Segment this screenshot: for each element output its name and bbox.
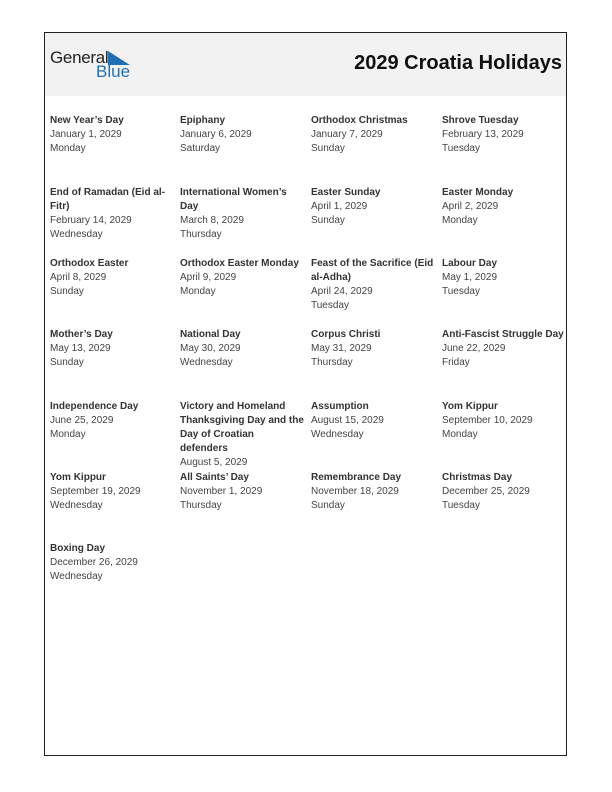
holiday-name: Independence Day [50,401,139,412]
holiday-weekday: Tuesday [311,300,349,311]
holiday-date: April 2, 2029 [442,201,499,212]
holiday-weekday: Thursday [180,500,222,511]
holiday-date: May 31, 2029 [311,343,372,354]
holiday-date: December 25, 2029 [442,486,530,497]
holiday-weekday: Wednesday [50,229,103,240]
holiday-date: January 1, 2029 [50,129,122,140]
holiday-date: August 5, 2029 [180,457,248,468]
holiday-date: September 19, 2029 [50,486,141,497]
holiday-date: June 25, 2029 [50,415,114,426]
holiday-weekday: Thursday [180,229,222,240]
holiday-date: February 13, 2029 [442,129,524,140]
holiday-date: April 9, 2029 [180,272,237,283]
holiday-name: Victory and Homeland Thanksgiving Day and the Day of Croatian defenders [180,401,304,454]
holiday-weekday: Tuesday [442,286,480,297]
holiday-entry [442,328,566,370]
holiday-entry [50,471,174,513]
holiday-name: Orthodox Christmas [311,115,408,126]
holiday-entry [180,257,304,299]
holiday-weekday: Monday [442,429,478,440]
holiday-name: International Women’s Day [180,187,287,212]
holiday-name: Christmas Day [442,472,513,483]
holiday-entry [311,471,435,513]
holiday-weekday: Wednesday [180,357,233,368]
holiday-date: April 24, 2029 [311,286,373,297]
holiday-date: September 10, 2029 [442,415,533,426]
holiday-name: Easter Sunday [311,187,381,198]
holiday-weekday: Sunday [311,500,345,511]
holiday-name: New Year’s Day [50,115,124,126]
holiday-entry [180,328,304,370]
logo-blue-text: Blue [96,62,131,81]
holiday-entry [50,186,174,242]
holiday-name: Feast of the Sacrifice (Eid al-Adha) [311,258,434,283]
holiday-date: January 7, 2029 [311,129,383,140]
holiday-name: Remembrance Day [311,472,402,483]
holiday-name: All Saints’ Day [180,472,249,483]
holiday-name: Yom Kippur [442,401,498,412]
holiday-date: January 6, 2029 [180,129,252,140]
holiday-name: Labour Day [442,258,498,269]
holiday-name: Yom Kippur [50,472,106,483]
holiday-weekday: Friday [442,357,470,368]
holiday-weekday: Wednesday [50,500,103,511]
holiday-name: Corpus Christi [311,329,381,340]
holiday-entry [311,257,435,313]
holiday-name: Orthodox Easter [50,258,129,269]
holiday-weekday: Monday [50,429,86,440]
holiday-name: Epiphany [180,115,226,126]
holiday-date: February 14, 2029 [50,215,132,226]
holiday-name: Easter Monday [442,187,514,198]
holiday-date: April 1, 2029 [311,201,368,212]
holiday-date: November 18, 2029 [311,486,399,497]
holiday-weekday: Monday [442,215,478,226]
holiday-weekday: Monday [180,286,216,297]
holiday-name: National Day [180,329,241,340]
holiday-entry [442,400,566,442]
holiday-weekday: Thursday [311,357,353,368]
holiday-entry [50,328,174,370]
holiday-entry [442,186,566,228]
holiday-entry [311,186,435,228]
holiday-date: May 13, 2029 [50,343,111,354]
holiday-entry [311,400,435,442]
holiday-date: August 15, 2029 [311,415,384,426]
holiday-name: Shrove Tuesday [442,115,519,126]
holiday-name: Assumption [311,401,369,412]
holiday-entry [180,400,304,470]
holiday-name: Anti-Fascist Struggle Day [442,329,564,340]
holiday-date: December 26, 2029 [50,557,138,568]
holiday-date: May 30, 2029 [180,343,241,354]
page-title: 2029 Croatia Holidays [354,52,562,74]
holiday-name: Mother’s Day [50,329,113,340]
holiday-entry [50,257,174,299]
holiday-entry [50,542,174,584]
holiday-entry [50,114,174,156]
holiday-date: November 1, 2029 [180,486,263,497]
holiday-weekday: Monday [50,143,86,154]
holiday-name: Boxing Day [50,543,106,554]
holiday-weekday: Tuesday [442,143,480,154]
logo-general-text: General [50,48,109,67]
holiday-weekday: Saturday [180,143,221,154]
holiday-weekday: Tuesday [442,500,480,511]
holiday-entry [311,114,435,156]
holiday-weekday: Sunday [50,357,84,368]
holiday-entry [442,257,566,299]
holiday-date: June 22, 2029 [442,343,506,354]
holiday-weekday: Sunday [311,215,345,226]
holiday-entry [180,471,304,513]
holiday-entry [442,114,566,156]
holiday-weekday: Wednesday [50,571,103,582]
holiday-weekday: Wednesday [311,429,364,440]
holiday-name: Orthodox Easter Monday [180,258,299,269]
holiday-date: April 8, 2029 [50,272,107,283]
holiday-entry [442,471,566,513]
holiday-entry [180,114,304,156]
holiday-date: March 8, 2029 [180,215,244,226]
holiday-entry [311,328,435,370]
holiday-weekday: Sunday [311,143,345,154]
holiday-name: End of Ramadan (Eid al-Fitr) [50,187,166,212]
holiday-entry [180,186,304,242]
holiday-weekday: Sunday [50,286,84,297]
holiday-entry [50,400,174,442]
holiday-date: May 1, 2029 [442,272,498,283]
